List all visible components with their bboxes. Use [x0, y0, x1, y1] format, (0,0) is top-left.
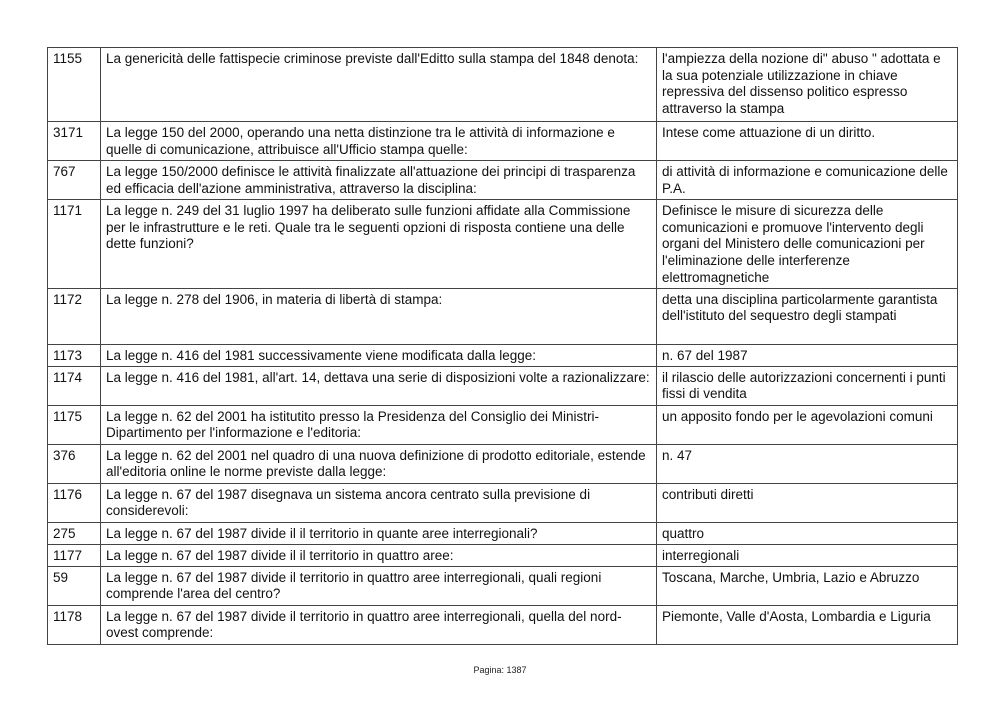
question-text: La legge n. 249 del 31 luglio 1997 ha deliberato sulle funzioni affidate alla Commissione per le infrastrutture e le reti. Quale tra le seguenti opzioni di risposta contiene una delle dette funzioni? — [101, 200, 657, 289]
answer-text: quattro — [657, 522, 958, 544]
answer-text: n. 67 del 1987 — [657, 344, 958, 366]
question-text: La legge n. 67 del 1987 divide il il territorio in quante aree interregionali? — [101, 522, 657, 544]
answer-text: interregionali — [657, 544, 958, 566]
table-row — [48, 200, 958, 289]
table-row — [48, 288, 958, 344]
answer-text: n. 47 — [657, 444, 958, 483]
question-text: La legge 150/2000 definisce le attività finalizzate all'attuazione dei principi di trasparenza ed efficacia dell'azione amministrativa, attraverso la disciplina: — [101, 161, 657, 200]
question-text: La legge n. 67 del 1987 divide il il territorio in quattro aree: — [101, 544, 657, 566]
question-text: La legge n. 416 del 1981, all'art. 14, dettava una serie di disposizioni volte a razionalizzare: — [101, 366, 657, 405]
question-text: La genericità delle fattispecie criminose previste dall'Editto sulla stampa del 1848 denota: — [101, 48, 657, 122]
answer-text: detta una disciplina particolarmente garantista dell'istituto del sequestro degli stampati — [657, 288, 958, 344]
question-id: 59 — [48, 566, 101, 605]
question-id: 275 — [48, 522, 101, 544]
question-id: 1175 — [48, 405, 101, 444]
table-row — [48, 605, 958, 644]
question-id: 1178 — [48, 605, 101, 644]
page-number: Pagina: 1387 — [473, 665, 527, 675]
table-row — [48, 366, 958, 405]
answer-text: Toscana, Marche, Umbria, Lazio e Abruzzo — [657, 566, 958, 605]
table-row — [48, 566, 958, 605]
question-id: 1177 — [48, 544, 101, 566]
question-id: 1155 — [48, 48, 101, 122]
question-text: La legge n. 416 del 1981 successivamente viene modificata dalla legge: — [101, 344, 657, 366]
question-id: 1173 — [48, 344, 101, 366]
table-row — [48, 48, 958, 122]
answer-text: Intese come attuazione di un diritto. — [657, 122, 958, 161]
answer-text: di attività di informazione e comunicazione delle P.A. — [657, 161, 958, 200]
table-row — [48, 161, 958, 200]
question-text: La legge n. 67 del 1987 divide il territorio in quattro aree interregionali, quali regioni comprende l'area del centro? — [101, 566, 657, 605]
answer-text: il rilascio delle autorizzazioni concernenti i punti fissi di vendita — [657, 366, 958, 405]
question-id: 3171 — [48, 122, 101, 161]
table-row — [48, 483, 958, 522]
question-text: La legge n. 278 del 1906, in materia di libertà di stampa: — [101, 288, 657, 344]
answer-text: un apposito fondo per le agevolazioni comuni — [657, 405, 958, 444]
question-text: La legge 150 del 2000, operando una netta distinzione tra le attività di informazione e quelle di comunicazione, attribuisce all'Ufficio stampa quelle: — [101, 122, 657, 161]
question-id: 1172 — [48, 288, 101, 344]
question-id: 376 — [48, 444, 101, 483]
table-row — [48, 444, 958, 483]
question-text: La legge n. 67 del 1987 disegnava un sistema ancora centrato sulla previsione di considerevoli: — [101, 483, 657, 522]
table-row — [48, 344, 958, 366]
table-row — [48, 544, 958, 566]
table-row — [48, 122, 958, 161]
question-text: La legge n. 67 del 1987 divide il territorio in quattro aree interregionali, quella del nord-ovest comprende: — [101, 605, 657, 644]
answer-text: Definisce le misure di sicurezza delle comunicazioni e promuove l'intervento degli organi del Ministero delle comunicazioni per l'eliminazione delle interferenze elettromagnetiche — [657, 200, 958, 289]
question-text: La legge n. 62 del 2001 nel quadro di una nuova definizione di prodotto editoriale, estende all'editoria online le norme previste dalla legge: — [101, 444, 657, 483]
table-row — [48, 405, 958, 444]
question-id: 767 — [48, 161, 101, 200]
question-text: La legge n. 62 del 2001 ha istitutito presso la Presidenza del Consiglio dei Ministri-Dipartimento per l'informazione e l'editoria: — [101, 405, 657, 444]
answer-text: contributi diretti — [657, 483, 958, 522]
question-id: 1176 — [48, 483, 101, 522]
answer-text: Piemonte, Valle d'Aosta, Lombardia e Liguria — [657, 605, 958, 644]
answer-text: l'ampiezza della nozione di" abuso " adottata e la sua potenziale utilizzazione in chiave repressiva del dissenso politico espresso attraverso la stampa — [657, 48, 958, 122]
question-id: 1174 — [48, 366, 101, 405]
question-id: 1171 — [48, 200, 101, 289]
table-row — [48, 522, 958, 544]
question-table — [47, 47, 958, 645]
